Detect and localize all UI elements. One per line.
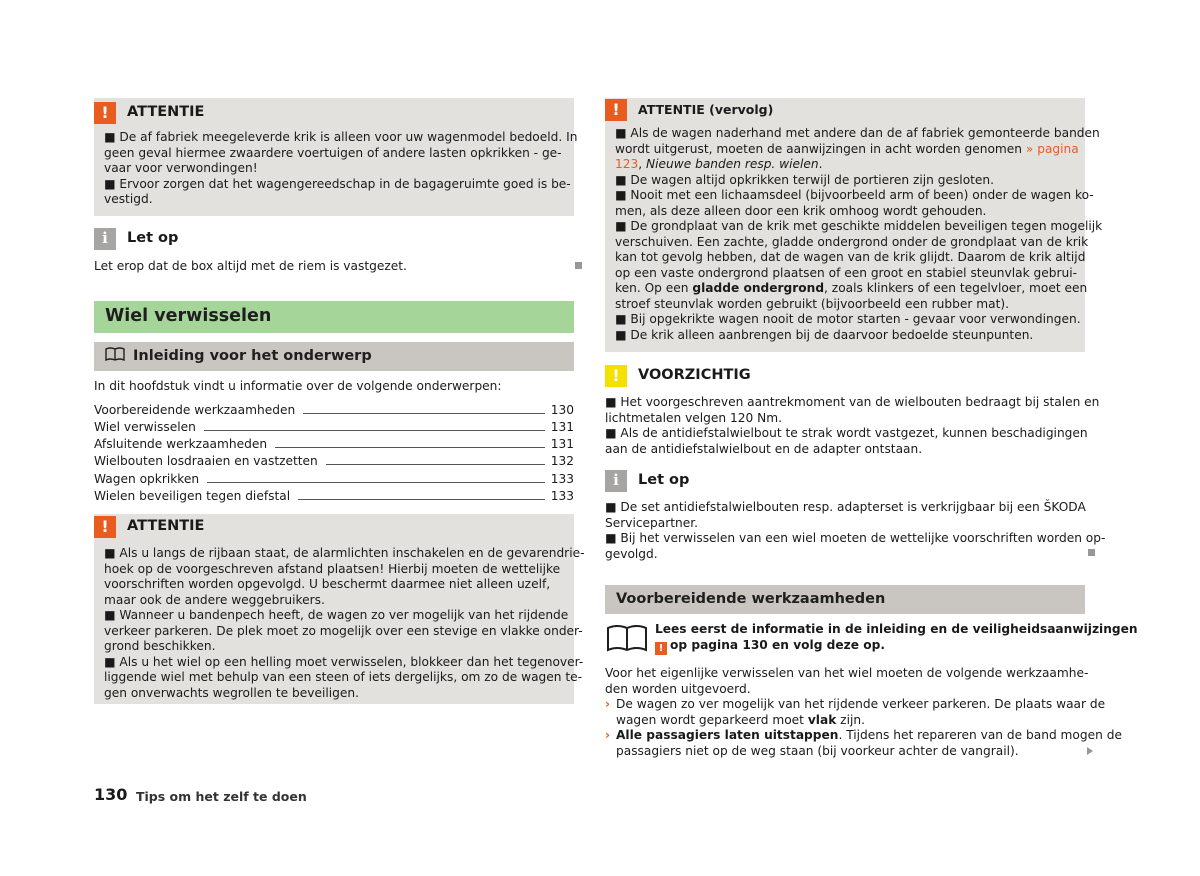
warning-title: ATTENTIE (127, 104, 205, 121)
toc-page: 133 (550, 471, 574, 486)
note-title: Let op (638, 472, 690, 489)
section-title: Wiel verwisselen (94, 301, 574, 333)
info-icon: i (605, 470, 627, 492)
continue-arrow-icon (1087, 747, 1093, 755)
warning-header (94, 100, 574, 126)
chevron-right-icon: › (605, 697, 611, 711)
text-line: ■ Als de wagen naderhand met andere dan de af fabriek gemonteerde banden (615, 126, 1100, 140)
text-line: ■ De grondplaat van de krik met geschikte middelen beveiligen tegen mogelijk (615, 219, 1103, 233)
emphasis: gladde ondergrond (692, 281, 825, 295)
warning-icon: ! (94, 516, 116, 538)
emphasis: vlak (807, 712, 837, 727)
warning-text (104, 546, 585, 701)
caution-icon: ! (605, 365, 627, 387)
caution-text (605, 395, 1100, 457)
toc-label: Wielen beveiligen tegen diefstal (94, 488, 291, 503)
toc-label: Voorbereidende werkzaamheden (94, 402, 296, 417)
text-line: liggende wiel met behulp van een steen of iets dergelijks, om zo de wagen te- (104, 670, 583, 684)
toc-leader (303, 413, 545, 414)
warning-icon: ! (94, 102, 116, 124)
text-line: ■ Als de antidiefstalwielbout te strak wordt vastgezet, kunnen beschadigingen (605, 426, 1088, 440)
note-header (94, 226, 574, 252)
note-title: Let op (127, 230, 179, 247)
warning-box (94, 98, 578, 216)
toc-label: Wielbouten losdraaien en vastzetten (94, 453, 318, 468)
toc-page: 131 (550, 419, 574, 434)
text-line: vestigd. (104, 192, 153, 206)
text-line: hoek op de voorgeschreven afstand plaatsen! Hierbij moeten de wettelijke (104, 561, 561, 576)
text-line (615, 281, 1088, 297)
text-line: De wagen zo ver mogelijk van het rijdende verkeer parkeren. De plaats waar de (616, 697, 1106, 711)
text-line: ■ Wanneer u bandenpech heeft, de wagen zo ver mogelijk van het rijdende (104, 608, 569, 622)
text-line: ■ De krik alleen aanbrengen bij de daarvoor bedoelde steunpunten. (615, 327, 1034, 342)
text-line: kan tot gevolg hebben, dat de wagen van de krik glijdt. Daarom de krik altijd (615, 250, 1086, 264)
note-header (605, 468, 1085, 494)
text-line: den worden uitgevoerd. (605, 681, 751, 696)
read-first-note (655, 622, 1138, 655)
page-link[interactable]: » pagina (1025, 141, 1079, 156)
warning-icon: ! (605, 99, 627, 121)
toc-page: 132 (550, 453, 574, 468)
intro-text: In dit hoofdstuk vindt u informatie over de volgende onderwerpen: (94, 379, 502, 393)
toc-item[interactable] (94, 418, 574, 435)
toc-item[interactable] (94, 435, 574, 452)
step-item (605, 697, 1106, 728)
note-text (605, 500, 1106, 562)
text-span: zijn. (836, 712, 865, 727)
step-item (605, 728, 1122, 759)
toc-item[interactable] (94, 487, 574, 504)
text-line: ■ De set antidiefstalwielbouten resp. adapterset is verkrijgbaar bij een ŠKODA (605, 500, 1086, 514)
toc-label: Afsluitende werkzaamheden (94, 436, 268, 451)
toc-item[interactable] (94, 452, 574, 469)
warning-continued-box (605, 98, 1103, 352)
text-span: . Tijdens het repareren van de band mogen de (838, 728, 1122, 742)
caution-title: VOORZICHTIG (638, 367, 751, 384)
text-line (615, 157, 1075, 173)
text-span: , (638, 157, 647, 171)
toc-leader (204, 430, 545, 431)
page-number: 130 (94, 785, 128, 804)
toc-label: Wiel verwisselen (94, 419, 196, 434)
text-line: ■ Als u het wiel op een helling moet verwisselen, blokkeer dan het tegenover- (104, 654, 584, 669)
warning-title: ATTENTIE (vervolg) (638, 102, 774, 118)
text-line: verschuiven. Een zachte, gladde ondergrond onder de grondplaat van de krik (615, 234, 1089, 249)
toc-page: 133 (550, 488, 574, 503)
toc-label: Wagen opkrikken (94, 471, 200, 486)
text-line: vaar voor verwondingen! (104, 161, 258, 175)
text-line: Lees eerst de informatie in de inleiding en de veiligheidsaanwijzingen (655, 622, 1138, 636)
text-line: Voor het eigenlijke verwisselen van het wiel moeten de volgende werkzaamhe- (605, 666, 1089, 680)
toc-page: 130 (550, 402, 574, 417)
text-line: ■ Bij opgekrikte wagen nooit de motor starten - gevaar voor verwondingen. (615, 312, 1081, 326)
text-line: geen geval hiermee zwaardere voertuigen of andere lasten opkrikken - ge- (104, 145, 562, 160)
text-line: passagiers niet op de weg staan (bij voorkeur achter de vangrail). (616, 743, 1019, 758)
text-line: ■ De af fabriek meegeleverde krik is alleen voor uw wagenmodel bedoeld. In (104, 130, 578, 144)
text-line: Servicepartner. (605, 515, 699, 530)
intro-header (94, 342, 574, 371)
intro-title: Inleiding voor het onderwerp (133, 347, 372, 364)
warning-title: ATTENTIE (127, 518, 205, 535)
note-text: Let erop dat de box altijd met de riem is vastgezet. (94, 259, 407, 273)
text-span: ken. Op een (615, 281, 693, 295)
toc-leader (298, 499, 545, 500)
toc-leader (207, 482, 545, 483)
section-end-icon (575, 262, 582, 269)
text-line: stroef steunvlak worden gebruikt (bijvoorbeeld een rubber mat). (615, 296, 1009, 311)
text-line: ■ Als u langs de rijbaan staat, de alarmlichten inschakelen en de gevarendrie- (104, 546, 585, 560)
page-reference[interactable]: op pagina 130 en volg deze op. (670, 637, 885, 652)
text-line (616, 728, 1122, 744)
toc-item[interactable] (94, 401, 574, 418)
text-span: , zoals klinkers of een tegelvloer, moet een (824, 281, 1088, 295)
text-line: ■ Het voorgeschreven aantrekmoment van de wielbouten bedraagt bij stalen en (605, 395, 1100, 409)
toc-leader (326, 464, 545, 465)
toc-item[interactable] (94, 470, 574, 487)
toc-leader (275, 447, 545, 448)
section-end-icon (1088, 549, 1095, 556)
warning-box (94, 514, 585, 704)
text-span: . (818, 157, 823, 171)
text-line: ■ Bij het verwisselen van een wiel moeten de wettelijke voorschriften worden op- (605, 531, 1106, 545)
reference-title: Nieuwe banden resp. wielen (646, 157, 819, 171)
text-line: verkeer parkeren. De plek moet zo mogelijk over een stevige en vlakke onder- (104, 623, 583, 638)
text-line: ■ Nooit met een lichaamsdeel (bijvoorbeeld arm of been) onder de wagen ko- (615, 188, 1094, 202)
emphasis: Alle passagiers laten uitstappen (616, 728, 839, 742)
page-link[interactable]: 123 (615, 157, 639, 171)
subsection-title: Voorbereidende werkzaamheden (605, 585, 1085, 614)
text-line: lichtmetalen velgen 120 Nm. (605, 410, 783, 425)
warning-text (104, 130, 578, 208)
text-span: wordt uitgerust, moeten de aanwijzingen in acht worden genomen (615, 141, 1026, 156)
text-line: men, als deze alleen door een krik omhoog wordt gehouden. (615, 203, 987, 218)
book-icon (606, 624, 648, 657)
text-line: gevolgd. (605, 546, 658, 561)
text-line: grond beschikken. (104, 639, 216, 653)
text-line: voorschriften worden opgevolgd. U beschermt daarmee niet alleen uzelf, (104, 577, 551, 591)
body-text (605, 666, 1089, 697)
caution-header (605, 363, 1085, 389)
warning-text (615, 126, 1103, 343)
text-line: ■ Ervoor zorgen dat het wagengereedschap in de bagageruimte goed is be- (104, 176, 571, 191)
book-icon (105, 347, 125, 366)
text-line (615, 141, 1079, 158)
chevron-right-icon: › (605, 728, 611, 742)
text-line: maar ook de andere weggebruikers. (104, 592, 325, 607)
warning-header (605, 97, 1085, 123)
warning-header (94, 514, 574, 540)
text-line: ■ De wagen altijd opkrikken terwijl de portieren zijn gesloten. (615, 172, 995, 187)
text-line (655, 638, 1138, 655)
toc-page: 131 (550, 436, 574, 451)
info-icon: i (94, 228, 116, 250)
chapter-title: Tips om het zelf te doen (136, 789, 307, 804)
text-line: aan de antidiefstalwielbout en de adapter ontstaan. (605, 441, 923, 456)
text-line: gen onverwachts wegrollen te beveiligen. (104, 685, 359, 700)
text-span: wagen wordt geparkeerd moet (616, 712, 808, 727)
warning-icon: ! (655, 642, 667, 655)
text-line (616, 713, 1085, 729)
text-line: op een vaste ondergrond plaatsen of een groot en stabiel steunvlak gebrui- (615, 265, 1078, 280)
